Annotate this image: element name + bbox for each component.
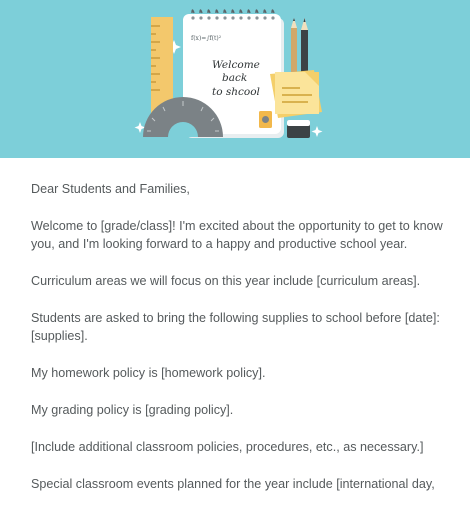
letter-paragraph: [Include additional classroom policies, procedures, etc., as necessary.] (31, 440, 424, 454)
header-banner (0, 0, 470, 158)
letter-paragraph: My homework policy is [homework policy]. (31, 366, 266, 380)
notepad-line-3: to shcool (212, 86, 260, 98)
letter-paragraph: Welcome to [grade/class]! I'm excited about the opportunity to get to know you, and I'm looking forward to a happy and productive school year. (31, 219, 443, 251)
sticky-note (270, 70, 322, 118)
formula-text: f(x)=∫f(t)² (191, 35, 222, 42)
eraser (287, 120, 310, 138)
letter-paragraph: My grading policy is [grading policy]. (31, 403, 234, 417)
letter-paragraph: Special classroom events planned for the year include [international day, (31, 477, 435, 491)
back-to-school-illustration (0, 0, 470, 158)
letter-paragraph: Curriculum areas we will focus on this year include [curriculum areas]. (31, 274, 421, 288)
sharpener (259, 111, 272, 128)
letter-salutation: Dear Students and Families, (31, 182, 190, 196)
letter-body (31, 180, 451, 512)
notepad-line-2: back (222, 72, 248, 84)
letter-paragraph: Students are asked to bring the following supplies to school before [date]: [supplies]. (31, 311, 440, 343)
notepad-line-1: Welcome (212, 59, 260, 71)
